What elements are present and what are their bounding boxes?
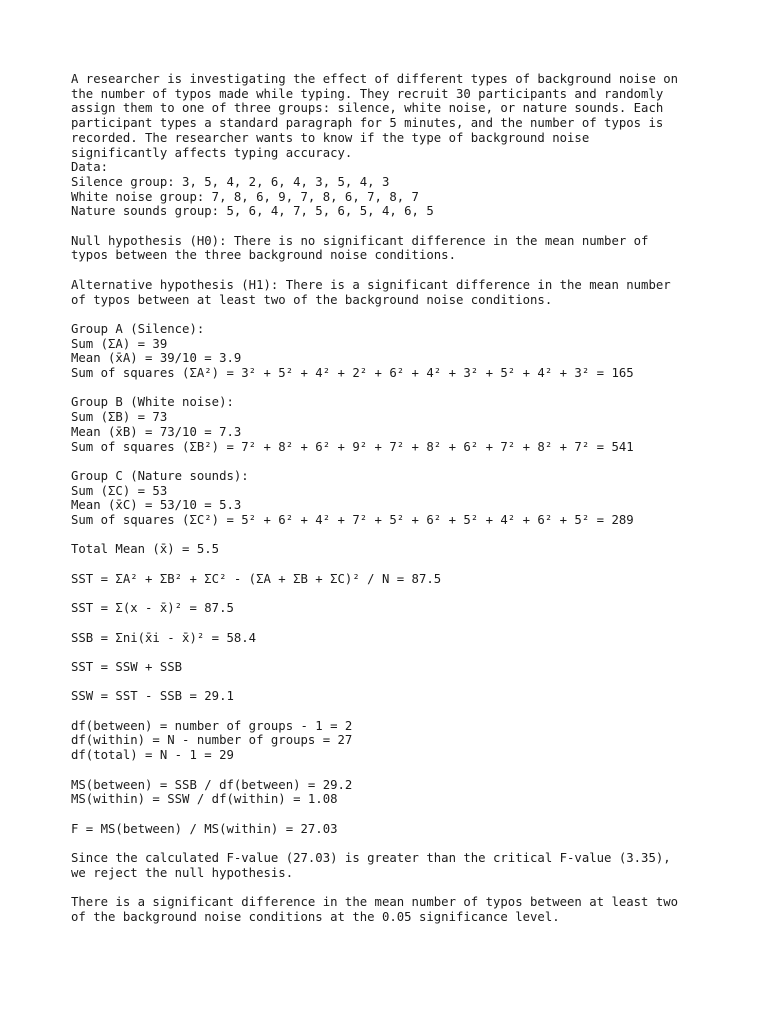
ms-between: MS(between) = SSB / df(between) = 29.2 bbox=[71, 777, 353, 792]
group-c-section bbox=[71, 469, 731, 528]
group-a-squares: Sum of squares (ΣA²) = 3² + 5² + 4² + 2² + 6² + 4² + 3² + 5² + 4² + 3² = 165 bbox=[71, 366, 634, 381]
ms-within: MS(within) = SSW / df(within) = 1.08 bbox=[71, 792, 338, 807]
group-c-mean: Mean (x̄C) = 53/10 = 5.3 bbox=[71, 498, 242, 513]
group-b-sum: Sum (ΣB) = 73 bbox=[71, 410, 168, 425]
intro-section bbox=[71, 72, 731, 219]
document-body bbox=[71, 72, 731, 939]
group-b-header: Group B (White noise): bbox=[71, 395, 234, 410]
ssw-formula: SSW = SST - SSB = 29.1 bbox=[71, 689, 234, 704]
group-b-section bbox=[71, 395, 731, 454]
group-c-squares: Sum of squares (ΣC²) = 5² + 6² + 4² + 7² + 5² + 6² + 5² + 4² + 6² + 5² = 289 bbox=[71, 513, 634, 528]
silence-data: Silence group: 3, 5, 4, 2, 6, 4, 3, 5, 4, 3 bbox=[71, 174, 390, 189]
conclusion: There is a significant difference in the mean number of typos between at least two of the background noise conditions at the 0.05 significance level. bbox=[71, 895, 679, 924]
df-within: df(within) = N - number of groups = 27 bbox=[71, 733, 353, 748]
ssb-formula: SSB = Σni(x̄i - x̄)² = 58.4 bbox=[71, 630, 257, 645]
group-a-mean: Mean (x̄A) = 39/10 = 3.9 bbox=[71, 351, 242, 366]
sst-formula: SST = ΣA² + ΣB² + ΣC² - (ΣA + ΣB + ΣC)² / N = 87.5 bbox=[71, 571, 442, 586]
group-a-sum: Sum (ΣA) = 39 bbox=[71, 336, 168, 351]
group-b-mean: Mean (x̄B) = 73/10 = 7.3 bbox=[71, 424, 242, 439]
f-statistic: F = MS(between) / MS(within) = 27.03 bbox=[71, 821, 338, 836]
intro-text: A researcher is investigating the effect of different types of background noise on the number of typos made while typing. They recruit 30 participants and randomly assign them to one of three groups: silence, white noise, or nature sounds. Each participant types a standard paragraph for 5 minutes, and the number of typos is recorded. The researcher wants to know if the type of background noise significantly affects typing accuracy. bbox=[71, 72, 679, 160]
group-c-sum: Sum (ΣC) = 53 bbox=[71, 483, 168, 498]
null-hypothesis: Null hypothesis (H0): There is no significant difference in the mean number of typos between the three background noise conditions. bbox=[71, 233, 649, 263]
group-b-squares: Sum of squares (ΣB²) = 7² + 8² + 6² + 9² + 7² + 8² + 6² + 7² + 8² + 7² = 541 bbox=[71, 439, 634, 454]
nature-data: Nature sounds group: 5, 6, 4, 7, 5, 6, 5, 4, 6, 5 bbox=[71, 204, 434, 219]
alternative-hypothesis: Alternative hypothesis (H1): There is a significant difference in the mean number of typos between at least two of the background noise conditions. bbox=[71, 277, 671, 307]
white-noise-data: White noise group: 7, 8, 6, 9, 7, 8, 6, 7, 8, 7 bbox=[71, 189, 419, 204]
df-total: df(total) = N - 1 = 29 bbox=[71, 748, 234, 763]
df-between: df(between) = number of groups - 1 = 2 bbox=[71, 718, 353, 733]
group-a-header: Group A (Silence): bbox=[71, 321, 205, 336]
decision: Since the calculated F-value (27.03) is greater than the critical F-value (3.35), we reject the null hypothesis. bbox=[71, 851, 671, 880]
group-c-header: Group C (Nature sounds): bbox=[71, 468, 249, 483]
degrees-of-freedom bbox=[71, 719, 731, 763]
total-mean: Total Mean (x̄) = 5.5 bbox=[71, 542, 220, 557]
mean-squares bbox=[71, 778, 731, 807]
sst-decomposition: SST = SSW + SSB bbox=[71, 659, 183, 674]
data-label: Data: bbox=[71, 160, 109, 175]
sst-deviation: SST = Σ(x - x̄)² = 87.5 bbox=[71, 601, 234, 616]
group-a-section bbox=[71, 322, 731, 381]
